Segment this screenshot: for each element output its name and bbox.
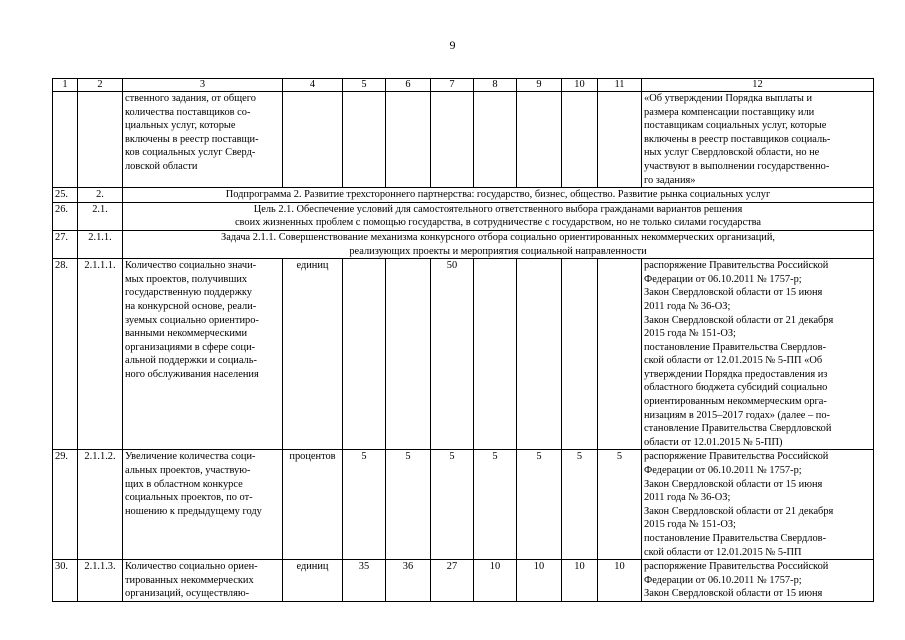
table-row-continuation	[53, 92, 874, 188]
header-cell: 5	[343, 79, 386, 92]
header-cell: 11	[598, 79, 642, 92]
table-row-subprogram	[53, 188, 874, 203]
value-cell	[343, 259, 386, 450]
header-cell: 2	[78, 79, 123, 92]
header-cell: 4	[283, 79, 343, 92]
row-number: 30.	[53, 560, 78, 602]
subprogram-title: Подпрограмма 2. Развитие трехстороннего партнерства: государство, бизнес, общество. Развитие рынка социальных услуг	[123, 188, 874, 203]
row-number: 25.	[53, 188, 78, 203]
indicator-name-cell: Количество социально значи- мых проектов, получивших государственную поддержку на конкурсной основе, реали- зуемых социально ориентиро- ванными некоммерческими организациями в сфере соци- альной поддержки и социаль- ного обслуживания населения	[123, 259, 283, 450]
value-cell: 35	[343, 560, 386, 602]
header-cell: 12	[642, 79, 874, 92]
value-cell	[517, 259, 562, 450]
table-row	[53, 560, 874, 602]
row-number: 28.	[53, 259, 78, 450]
value-cell: 36	[386, 560, 431, 602]
task-title: Задача 2.1.1. Совершенствование механизма конкурсного отбора социально ориентированных некоммерческих организаций, реализующих проекты и мероприятия социальной направленности	[123, 230, 874, 258]
header-cell: 10	[562, 79, 598, 92]
row-code: 2.1.1.1.	[78, 259, 123, 450]
goal-title: Цель 2.1. Обеспечение условий для самостоятельного ответственного выбора гражданами вариантов решения своих жизненных проблем с помощью государства, в сотрудничестве с государством, но не только силами государства	[123, 202, 874, 230]
indicator-name-cell: ственного задания, от общего количества поставщиков со- циальных услуг, которые включены в реестр поставщи- ков социальных услуг Сверд- ловской области	[123, 92, 283, 188]
header-cell: 7	[431, 79, 474, 92]
indicator-name-cell: Увеличение количества соци- альных проектов, участвую- щих в областном конкурсе социальных проектов, по от- ношению к предыдущему году	[123, 450, 283, 560]
indicators-table	[52, 78, 874, 602]
header-cell: 3	[123, 79, 283, 92]
header-cell: 1	[53, 79, 78, 92]
value-cell: 5	[386, 450, 431, 560]
table-row-goal	[53, 202, 874, 230]
header-cell: 9	[517, 79, 562, 92]
table-row-task	[53, 230, 874, 258]
row-code: 2.	[78, 188, 123, 203]
unit-cell: единиц	[283, 560, 343, 602]
row-code: 2.1.1.	[78, 230, 123, 258]
value-cell: 10	[562, 560, 598, 602]
page-number: 9	[449, 38, 456, 52]
value-cell: 5	[562, 450, 598, 560]
value-cell: 5	[598, 450, 642, 560]
value-cell	[598, 259, 642, 450]
table-header-row	[53, 79, 874, 92]
value-cell: 5	[431, 450, 474, 560]
table-row	[53, 450, 874, 560]
value-cell: 5	[343, 450, 386, 560]
row-number: 29.	[53, 450, 78, 560]
source-cell: распоряжение Правительства Российской Федерации от 06.10.2011 № 1757-р; Закон Свердловской области от 15 июня 2011 года № 36-ОЗ; Закон Свердловской области от 21 декабря 2015 года № 151-ОЗ; постановление Правительства Свердлов- ской области от 12.01.2015 № 5-ПП «Об утверждении Порядка предоставления из областного бюджета субсидий социально ориентированным некоммерческим орга- низациям в 2015–2017 годах» (далее – по- становление Правительства Свердловской области от 12.01.2015 № 5-ПП)	[642, 259, 874, 450]
value-cell	[386, 259, 431, 450]
unit-cell: процентов	[283, 450, 343, 560]
value-cell: 5	[517, 450, 562, 560]
row-code: 2.1.1.2.	[78, 450, 123, 560]
table-row	[53, 259, 874, 450]
value-cell: 10	[474, 560, 517, 602]
source-cell: распоряжение Правительства Российской Федерации от 06.10.2011 № 1757-р; Закон Свердловской области от 15 июня 2011 года № 36-ОЗ; Закон Свердловской области от 21 декабря 2015 года № 151-ОЗ; постановление Правительства Свердлов- ской области от 12.01.2015 № 5-ПП	[642, 450, 874, 560]
value-cell: 5	[474, 450, 517, 560]
source-cell: «Об утверждении Порядка выплаты и размера компенсации поставщику или поставщикам социальных услуг, которые включены в реестр поставщиков социаль- ных услуг Свердловской области, но не участвуют в выполнении государственно- го задания»	[642, 92, 874, 188]
row-number: 27.	[53, 230, 78, 258]
source-cell: распоряжение Правительства Российской Федерации от 06.10.2011 № 1757-р; Закон Свердловской области от 15 июня	[642, 560, 874, 602]
value-cell	[562, 259, 598, 450]
header-cell: 6	[386, 79, 431, 92]
value-cell: 10	[517, 560, 562, 602]
row-number: 26.	[53, 202, 78, 230]
header-cell: 8	[474, 79, 517, 92]
value-cell	[474, 259, 517, 450]
row-code: 2.1.	[78, 202, 123, 230]
indicator-name-cell: Количество социально ориен- тированных некоммерческих организаций, осуществляю-	[123, 560, 283, 602]
value-cell: 10	[598, 560, 642, 602]
value-cell: 50	[431, 259, 474, 450]
value-cell: 27	[431, 560, 474, 602]
unit-cell: единиц	[283, 259, 343, 450]
row-code: 2.1.1.3.	[78, 560, 123, 602]
